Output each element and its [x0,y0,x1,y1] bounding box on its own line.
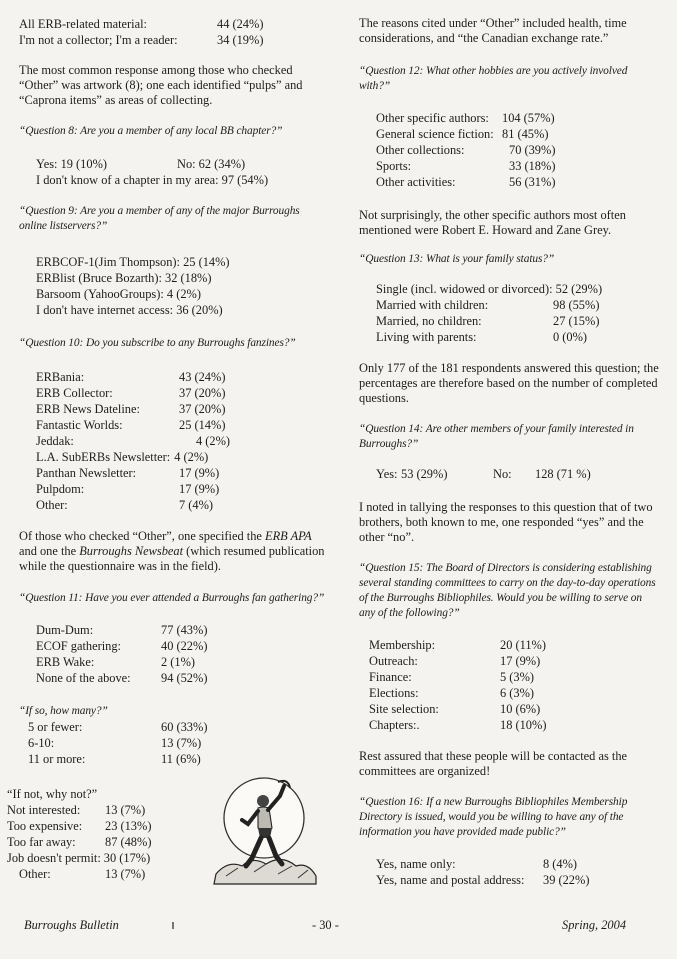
row-value: 43 (24%) [179,370,226,384]
row-value: 18 (10%) [500,718,547,732]
row-label: Living with parents: [376,330,477,344]
row-value: 13 (7%) [161,736,202,750]
paragraph-other-reasons: The reasons cited under “Other” included health, time considerations, and “the Canadian exchange rate.” [359,16,627,45]
row-value: 10 (6%) [500,702,541,716]
row-label: Married with children: [376,298,489,312]
row-value: 94 (52%) [161,671,208,685]
question-10: “Question 10: Do you subscribe to any Burroughs fanzines?” [19,337,296,349]
why-not-heading: “If not, why not?” [7,787,98,801]
table-row [376,329,659,345]
table-row [376,110,659,126]
row-label: Job doesn't permit: [7,851,101,865]
row-value: 23 (13%) [105,819,152,833]
paragraph-authors: Not surprisingly, the other specific authors most often mentioned were Robert E. Howard and Zane Grey. [359,208,626,237]
row-label: General science fiction: [376,127,494,141]
answer-no: No: 62 (34%) [177,157,246,171]
table-row: Single (incl. widowed or divorced): 52 (29%) [376,282,603,296]
table-row [36,670,327,686]
right-column [359,16,659,888]
answer-yes-value: 53 (29%) [401,467,448,481]
table-row [369,717,659,733]
page-footer [0,918,677,942]
row-label: Pulpdom: [36,482,85,496]
divider-mark [172,922,174,929]
table-row [376,158,659,174]
row-value: 33 (18%) [509,159,556,173]
table-row [36,622,327,638]
publication-name: Burroughs Newsbeat [79,544,184,558]
table-row [28,751,327,767]
row-label: Sports: [376,159,412,173]
row-label: Married, no children: [376,314,482,328]
row-value: 27 (15%) [553,314,600,328]
question-14: “Question 14: Are other members of your family interested in Burroughs?” [359,423,634,450]
row-value: 30 (17%) [103,851,151,865]
row-label: Outreach: [369,654,418,668]
erb-collecting-table [19,16,327,48]
table-row [19,172,327,188]
question-12-answers [359,110,659,190]
row-label: ERB News Dateline: [36,402,140,416]
table-row [369,701,659,717]
row-label: All ERB-related material: [19,17,147,31]
row-value: 34 (19%) [217,33,264,47]
row-label: 6-10: [28,736,55,750]
table-row [36,449,327,465]
row-value: 17 (9%) [500,654,541,668]
publication-name: ERB APA [265,529,312,543]
row-value: 13 (7%) [105,803,146,817]
row-label: L.A. SubERBs Newsletter: [36,450,171,464]
row-value: 60 (33%) [161,720,208,734]
text-run: (which resumed publication while the questionnaire was in the field). [19,544,325,573]
paragraph-other-fanzines [19,529,327,574]
question-15: “Question 15: The Board of Directors is considering establishing several standing committees to carry on the day-to-day operations of the Burroughs Bibliophiles. Would you be willing to serve on any of the following?” [359,562,656,619]
row-value: 11 (6%) [161,752,201,766]
table-row [36,417,327,433]
row-label: Other: [36,498,68,512]
table-row [19,16,327,32]
table-row [376,313,659,329]
row-value: 17 (9%) [179,466,220,480]
row-label: Not interested: [7,803,81,817]
row-label: Fantastic Worlds: [36,418,123,432]
row-value: 37 (20%) [179,386,226,400]
row-label: Site selection: [369,702,439,716]
table-row [36,481,327,497]
table-row [376,856,659,872]
row-value: 7 (4%) [179,498,214,512]
table-row [376,872,659,888]
row-label: Chapters:. [369,718,420,732]
text-run: Of those who checked “Other”, one specified the [19,529,265,543]
table-row [36,654,327,670]
row-label: Membership: [369,638,436,652]
row-label: ERB Wake: [36,655,95,669]
table-row: I don't have internet access: 36 (20%) [36,303,223,317]
table-row [36,385,327,401]
question-11-followup-answers [19,719,327,767]
row-value: 0 (0%) [553,330,588,344]
page-number: - 30 - [312,918,339,932]
question-8-answers [19,156,327,188]
row-label: ERBania: [36,370,85,384]
answer-no-value: 128 (71 %) [535,467,591,481]
row-value: 25 (14%) [179,418,226,432]
row-value: 44 (24%) [217,17,264,31]
answer-dont-know: I don't know of a chapter in my area: 97 (54%) [36,173,269,187]
row-label: Dum-Dum: [36,623,94,637]
table-row [376,174,659,190]
row-value: 6 (3%) [500,686,535,700]
row-label: Other activities: [376,175,456,189]
question-11-followup: “If so, how many?” [19,705,108,717]
row-label: Other: [19,867,51,881]
left-column [7,16,327,882]
row-value: 4 (2%) [196,434,231,448]
table-row [376,142,659,158]
table-row [376,466,659,482]
row-label: Too expensive: [7,819,83,833]
row-label: Other collections: [376,143,465,157]
row-label: 5 or fewer: [28,720,83,734]
table-row [369,685,659,701]
table-row [36,433,327,449]
row-value: 77 (43%) [161,623,208,637]
text-run: and one the [19,544,80,558]
row-label: ERB Collector: [36,386,113,400]
paragraph-brothers: I noted in tallying the responses to this question that of two brothers, both known to me, one responded “yes” and the other “no”. [359,500,653,544]
question-14-answers [359,466,659,482]
row-value: 2 (1%) [161,655,196,669]
row-value: 39 (22%) [543,873,590,887]
row-label: ECOF gathering: [36,639,122,653]
row-value: 17 (9%) [179,482,220,496]
tarzan-illustration-icon [208,768,320,886]
row-label: Panthan Newsletter: [36,466,137,480]
question-10-answers [19,369,327,513]
table-row [36,401,327,417]
row-value: 98 (55%) [553,298,600,312]
question-9-answers [19,254,327,318]
paragraph-other-collecting: The most common response among those who checked “Other” was artwork (8); one each identified “pulps” and “Caprona items” as areas of collecting. [19,63,303,107]
table-row [376,126,659,142]
illustration-graphic [208,768,320,886]
row-value: 104 (57%) [502,111,555,125]
question-11-answers [19,622,327,686]
row-label: Other specific authors: [376,111,489,125]
question-16-answers [359,856,659,888]
row-label: 11 or more: [28,752,86,766]
question-9: “Question 9: Are you a member of any of the major Burroughs online listservers?” [19,205,300,232]
row-label: Jeddak: [36,434,74,448]
table-row [19,156,327,172]
question-15-answers [359,637,659,733]
row-value: 37 (20%) [179,402,226,416]
row-value: 87 (48%) [105,835,152,849]
table-row [19,32,327,48]
row-value: 4 (2%) [174,450,209,464]
question-13-answers [359,281,659,345]
row-label: Yes, name only: [376,857,456,871]
answer-yes: Yes: 19 (10%) [36,157,108,171]
row-label: Elections: [369,686,419,700]
question-12: “Question 12: What other hobbies are you actively involved with?” [359,65,628,92]
row-label: I'm not a collector; I'm a reader: [19,33,178,47]
table-row [28,719,327,735]
question-11: “Question 11: Have you ever attended a Burroughs fan gathering?” [19,592,325,604]
paragraph-respondents: Only 177 of the 181 respondents answered this question; the percentages are therefore based on the number of completed questions. [359,361,659,405]
table-row [28,735,327,751]
table-row: Barsoom (YahooGroups): 4 (2%) [36,287,201,301]
table-row [36,465,327,481]
row-value: 56 (31%) [509,175,556,189]
table-row [369,637,659,653]
row-value: 70 (39%) [509,143,556,157]
row-value: 20 (11%) [500,638,546,652]
row-label: Too far away: [7,835,76,849]
table-row [369,653,659,669]
table-row: ERBCOF-1(Jim Thompson): 25 (14%) [36,255,230,269]
table-row: ERBlist (Bruce Bozarth): 32 (18%) [36,271,212,285]
row-value: 81 (45%) [502,127,549,141]
answer-no-label: No: [493,467,512,481]
row-label: Yes, name and postal address: [376,873,525,887]
answer-yes-label: Yes: [376,467,398,481]
publication-title: Burroughs Bulletin [24,918,119,932]
issue-date: Spring, 2004 [562,918,627,932]
question-16: “Question 16: If a new Burroughs Bibliophiles Membership Directory is issued, would you be willing to have any of the information you have provided made public?” [359,796,628,838]
row-label: None of the above: [36,671,131,685]
row-value: 8 (4%) [543,857,578,871]
table-row [36,497,327,513]
question-13: “Question 13: What is your family status?” [359,253,555,265]
table-row [36,638,327,654]
question-8: “Question 8: Are you a member of any local BB chapter?” [19,125,283,137]
row-value: 5 (3%) [500,670,535,684]
row-value: 13 (7%) [105,867,146,881]
paragraph-committees: Rest assured that these people will be contacted as the committees are organized! [359,749,628,778]
table-row [376,297,659,313]
table-row [369,669,659,685]
row-value: 40 (22%) [161,639,208,653]
row-label: Finance: [369,670,412,684]
table-row [36,369,327,385]
